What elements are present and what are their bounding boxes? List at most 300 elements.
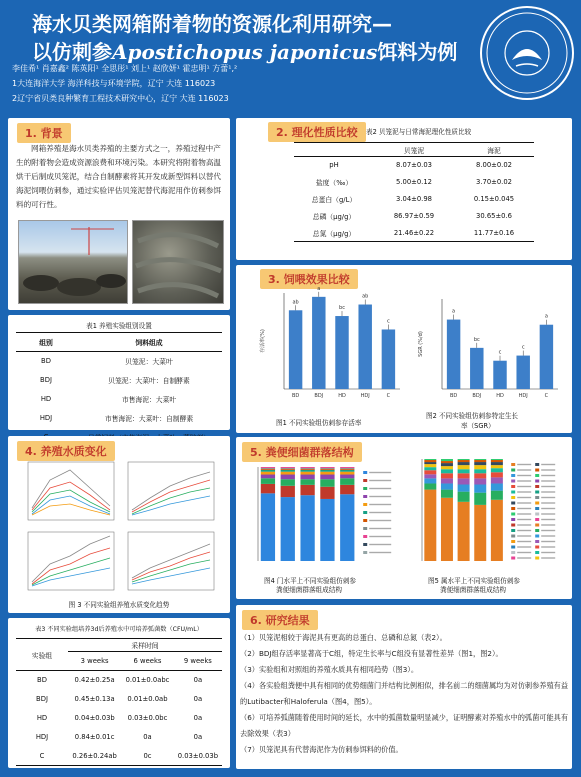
legend-label — [517, 519, 531, 520]
stacked-segment — [491, 459, 503, 460]
background-panel — [8, 118, 230, 310]
legend-label — [541, 508, 555, 509]
cell: HDJ — [39, 414, 53, 422]
category-tick-label: HD — [338, 393, 346, 399]
table-row — [16, 390, 222, 409]
category-tick-label: BD — [449, 393, 458, 399]
legend-label — [517, 469, 531, 470]
legend-swatch — [535, 463, 539, 466]
stacked-segment — [261, 484, 275, 493]
legend-label — [541, 475, 555, 476]
legend-swatch — [535, 535, 539, 538]
cell: BD — [41, 357, 51, 366]
stacked-segment — [300, 475, 314, 480]
stacked-segment — [474, 485, 486, 493]
microbe-heading: 5. 粪便细菌群落结构 — [242, 442, 362, 462]
category-tick-label: BDJ — [472, 393, 482, 399]
fig3-caption: 图 3 不同实验组养殖水质变化趋势 — [68, 601, 170, 609]
legend-label — [517, 508, 531, 509]
title-prefix: 以仿刺参 — [32, 40, 112, 64]
background-text: 网箱养殖是海水贝类养殖的主要方式之一，养殖过程中产生的附着物会造成资源浪费和环境污染。本研究将附着物高温烘干后制成贝笼泥，结合自制酵素将其开发成新型饵料以替代海泥饲喂仿刺参，通过实验评估贝笼泥替代海泥用作仿刺参饵料的可行性。 — [16, 144, 222, 209]
significance-label: c — [521, 344, 525, 351]
stacked-segment — [491, 483, 503, 490]
legend-swatch — [511, 485, 515, 488]
stacked-segment — [491, 472, 503, 477]
legend-swatch — [511, 502, 515, 505]
title-suffix: 饵料为例 — [377, 40, 458, 64]
category-tick-label: HD — [496, 393, 504, 399]
legend-swatch — [363, 495, 367, 498]
stacked-segment — [458, 460, 470, 462]
legend-label — [517, 535, 531, 536]
stacked-segment — [300, 467, 314, 468]
cell: 总蛋白（g/L） — [311, 196, 357, 204]
properties-table — [294, 142, 534, 242]
category-tick-label: HDJ — [360, 393, 370, 399]
stacked-segment — [458, 459, 470, 460]
legend-swatch — [363, 519, 367, 522]
legend-swatch — [511, 535, 515, 538]
legend-swatch — [511, 491, 515, 494]
legend-swatch — [535, 491, 539, 494]
legend-swatch — [511, 507, 515, 510]
legend-label — [541, 486, 555, 487]
cell: 0.45±0.13a — [74, 695, 115, 703]
category-tick-label: C — [544, 393, 549, 399]
stacked-segment — [474, 465, 486, 469]
legend-swatch — [511, 469, 515, 472]
stacked-segment — [474, 505, 486, 561]
stacked-segment — [441, 466, 453, 469]
table2-header: 海泥 — [454, 143, 534, 157]
bar — [289, 310, 302, 389]
category-tick-label: BD — [291, 393, 300, 399]
table-row — [294, 225, 534, 242]
stacked-segment — [474, 478, 486, 484]
poster-title-line1: 海水贝类网箱附着物的资源化利用研究— — [32, 12, 392, 36]
cell: pH — [329, 161, 339, 170]
legend-swatch — [535, 513, 539, 516]
cell: 11.77±0.16 — [454, 225, 534, 242]
legend-label — [517, 541, 531, 542]
cell: 总磷（μg/g） — [312, 213, 356, 221]
stacked-segment — [300, 479, 314, 485]
cell: HD — [36, 714, 48, 722]
table1-header: 饲料组成 — [76, 333, 222, 352]
legend-swatch — [535, 485, 539, 488]
cell: 30.65±0.6 — [476, 212, 512, 220]
cell: 0a — [193, 714, 203, 722]
cell: 盐度（‰） — [315, 179, 353, 187]
water-subplot — [28, 532, 114, 590]
table1-panel — [8, 315, 230, 430]
legend-label — [369, 528, 391, 529]
attachment-photo — [132, 220, 224, 304]
cell: 0a — [193, 695, 203, 703]
table-row — [294, 208, 534, 225]
legend-label — [541, 491, 555, 492]
fig2-caption-line2: 率（SGR） — [461, 422, 495, 430]
stacked-segment — [300, 495, 314, 561]
stacked-segment — [320, 487, 334, 499]
legend-swatch — [535, 474, 539, 477]
stacked-segment — [340, 468, 354, 469]
stacked-segment — [281, 479, 295, 486]
legend-label — [541, 464, 555, 465]
legend-label — [541, 502, 555, 503]
list-item: （4）各实验组粪便中具有相同的优势细菌门并结构比例相似，排名前二的细菌属均为对仿刺参养殖有益的Lutibacter和Haloferula（图4，图5）。 — [240, 681, 569, 706]
cell: 0.03±0.0bc — [127, 714, 168, 722]
results-heading: 6. 研究结果 — [242, 610, 318, 630]
table2-header: 贝笼泥 — [374, 143, 454, 157]
fig4-caption-line1: 图4 门水平上不同实验组仿刺参 — [264, 577, 357, 585]
legend-swatch — [511, 540, 515, 543]
stacked-segment — [441, 473, 453, 478]
legend-swatch — [511, 496, 515, 499]
y-axis-label: SGR (%/d) — [418, 331, 424, 357]
stacked-segment — [458, 485, 470, 492]
significance-label: bc — [473, 336, 480, 343]
stacked-segment — [458, 492, 470, 502]
water-quality-figure — [18, 460, 222, 594]
list-item: （2）BDJ组存活率显著高于C组，特定生长率与C组没有显著性差异（图1，图2）。 — [240, 649, 503, 658]
stacked-segment — [340, 469, 354, 470]
feeding-heading: 3. 饲喂效果比较 — [260, 269, 358, 289]
stacked-segment — [424, 467, 436, 470]
stacked-segment — [320, 475, 334, 480]
table-row — [294, 157, 534, 174]
stacked-segment — [281, 486, 295, 497]
legend-swatch — [363, 487, 367, 490]
legend-label — [541, 524, 555, 525]
group-setting-table — [16, 332, 222, 447]
stacked-segment — [281, 497, 295, 561]
properties-heading: 2. 理化性质比较 — [268, 122, 366, 142]
cell: BDJ — [36, 695, 48, 703]
legend-swatch — [363, 511, 367, 514]
cell: 0.42±0.25a — [74, 676, 115, 685]
significance-label: bc — [339, 305, 345, 312]
stacked-segment — [340, 485, 354, 494]
stacked-segment — [261, 472, 275, 475]
legend-swatch — [511, 513, 515, 516]
stacked-segment — [491, 477, 503, 483]
table3-header: 9 weeks — [174, 652, 222, 671]
category-tick-label: C — [386, 393, 391, 399]
stacked-segment — [424, 464, 436, 467]
stacked-segment — [441, 469, 453, 473]
category-tick-label: HDJ — [518, 393, 528, 399]
legend-swatch — [363, 471, 367, 474]
water-subplot — [128, 532, 214, 590]
table-row — [16, 690, 222, 709]
bar — [312, 297, 325, 389]
legend-label — [541, 497, 555, 498]
table1-caption: 表1 养殖实验组别设置 — [86, 322, 152, 330]
stacked-segment — [424, 490, 436, 561]
legend-label — [369, 488, 391, 489]
stacked-segment — [458, 469, 470, 473]
stacked-segment — [441, 490, 453, 498]
legend-label — [517, 546, 531, 547]
stacked-segment — [474, 469, 486, 473]
cell: 0a — [193, 676, 203, 685]
legend-label — [517, 552, 531, 553]
legend-swatch — [535, 496, 539, 499]
results-list — [240, 630, 570, 758]
genus-composition-chart — [408, 455, 568, 571]
significance-label: a — [317, 285, 321, 292]
legend-label — [517, 464, 531, 465]
stacked-segment — [281, 472, 295, 475]
sgr-chart — [414, 291, 564, 403]
legend-swatch — [363, 535, 367, 538]
legend-swatch — [511, 546, 515, 549]
table3-header: 实验组 — [16, 639, 68, 671]
water-subplot — [28, 462, 114, 520]
stacked-segment — [491, 465, 503, 468]
stacked-segment — [300, 485, 314, 495]
legend-label — [517, 513, 531, 514]
legend-swatch — [511, 551, 515, 554]
table1-header: 组别 — [16, 333, 76, 352]
table3-header: 采样时间 — [68, 639, 222, 652]
affiliation-1: 1大连海洋大学 海洋科技与环境学院，辽宁 大连 116023 — [12, 79, 216, 88]
stacked-segment — [340, 472, 354, 475]
stacked-segment — [458, 502, 470, 561]
legend-label — [369, 480, 391, 481]
list-item: （7）贝笼泥具有代替海泥作为仿刺参饵料的价值。 — [240, 745, 403, 754]
stacked-segment — [441, 461, 453, 463]
table3-header: 6 weeks — [121, 652, 174, 671]
legend-swatch — [511, 480, 515, 483]
cell: 贝笼泥：大菜叶 — [125, 358, 173, 367]
table2-caption: 表2 贝笼泥与日常海泥理化性质比较 — [366, 128, 472, 136]
cell: 市售海泥：大菜叶 — [121, 396, 177, 404]
stacked-segment — [458, 473, 470, 478]
stacked-segment — [441, 459, 453, 461]
stacked-segment — [474, 459, 486, 460]
table-row — [16, 371, 222, 390]
legend-label — [541, 552, 555, 553]
stacked-segment — [474, 460, 486, 462]
bar — [335, 316, 348, 389]
legend-swatch — [535, 507, 539, 510]
legend-label — [369, 520, 391, 521]
cell: 8.07±0.03 — [396, 161, 432, 170]
fig4-caption-line2: 粪便细菌群落组成结构 — [276, 586, 342, 594]
significance-label: a — [452, 308, 456, 315]
significance-label: ab — [292, 299, 299, 306]
legend-swatch — [511, 529, 515, 532]
stacked-segment — [281, 475, 295, 480]
stacked-segment — [340, 467, 354, 468]
cell: 总氮（μg/g） — [294, 225, 374, 242]
category-tick-label: BDJ — [314, 393, 324, 399]
stacked-segment — [424, 470, 436, 474]
fig5-caption-line2: 粪便细菌群落组成结构 — [440, 586, 506, 594]
legend-label — [541, 530, 555, 531]
author-list: 李佳希¹ 肖嘉鑫² 陈英阳¹ 全思彤¹ 刘上¹ 赵欣妍¹ 霍忠明¹ 方蕾¹,² — [12, 64, 238, 73]
stacked-segment — [261, 493, 275, 561]
list-item: （6）可培养弧菌随着使用时间的延长，水中的弧菌数量明显减少，证明酵素对养殖水中的弧菌可能具有去除效果（表3） — [240, 713, 569, 738]
legend-label — [541, 546, 555, 547]
fig1-caption: 图1 不同实验组仿刺参存活率 — [276, 419, 362, 427]
stacked-segment — [320, 499, 334, 561]
poster-title-line2 — [32, 36, 457, 65]
stacked-segment — [320, 472, 334, 475]
stacked-segment — [320, 469, 334, 470]
table2-header — [294, 143, 374, 157]
legend-label — [369, 552, 391, 553]
cell: BD — [37, 676, 47, 685]
bar — [358, 305, 371, 389]
background-heading: 1. 背景 — [17, 123, 71, 143]
table-row — [16, 747, 222, 766]
table-row — [16, 671, 222, 690]
cell: HD — [40, 395, 52, 403]
legend-swatch — [535, 551, 539, 554]
legend-swatch — [363, 527, 367, 530]
legend-label — [517, 480, 531, 481]
stacked-segment — [424, 474, 436, 478]
legend-swatch — [535, 529, 539, 532]
legend-swatch — [511, 518, 515, 521]
legend-label — [541, 469, 555, 470]
legend-label — [541, 541, 555, 542]
cell: 0.84±0.01c — [74, 733, 115, 741]
bar — [470, 348, 483, 389]
legend-swatch — [535, 518, 539, 521]
legend-label — [517, 557, 531, 558]
list-item: （1）贝笼泥相较于海泥具有更高的总蛋白、总磷和总氮（表2）。 — [240, 633, 447, 642]
legend-label — [369, 504, 391, 505]
stacked-segment — [441, 483, 453, 489]
legend-swatch — [363, 551, 367, 554]
table3-panel — [8, 618, 230, 768]
bar — [382, 329, 395, 389]
stacked-segment — [261, 470, 275, 472]
bar — [493, 361, 506, 389]
table-row — [16, 352, 222, 371]
stacked-segment — [458, 462, 470, 465]
significance-label: ab — [362, 293, 369, 300]
table-row — [16, 709, 222, 728]
table3-caption: 表3 不同实验组培养3d后养殖水中可培养弧菌数（CFU/mL） — [35, 626, 203, 633]
legend-label — [517, 486, 531, 487]
stacked-segment — [281, 470, 295, 472]
vibrio-count-table — [16, 638, 222, 766]
legend-label — [541, 480, 555, 481]
significance-label: c — [498, 349, 502, 356]
significance-label: a — [544, 313, 548, 320]
stacked-segment — [340, 478, 354, 485]
stacked-segment — [441, 498, 453, 561]
microbe-panel — [236, 437, 572, 599]
stacked-segment — [300, 472, 314, 475]
cell: 0.26±0.24ab — [68, 747, 121, 766]
cell: 0.01±0.0abc — [125, 676, 170, 685]
survival-rate-chart — [256, 285, 406, 403]
cell: 3.04±0.98 — [396, 195, 432, 203]
stacked-segment — [320, 468, 334, 469]
farm-photo — [18, 220, 128, 304]
stacked-segment — [281, 467, 295, 468]
legend-label — [541, 557, 555, 558]
stacked-segment — [474, 473, 486, 478]
stacked-segment — [300, 470, 314, 472]
stacked-segment — [441, 463, 453, 466]
legend-label — [517, 497, 531, 498]
significance-label: c — [387, 318, 390, 325]
stacked-segment — [474, 493, 486, 505]
stacked-segment — [424, 483, 436, 489]
water-subplot — [128, 462, 214, 520]
stacked-segment — [424, 478, 436, 483]
stacked-segment — [261, 469, 275, 470]
stacked-segment — [261, 468, 275, 469]
legend-label — [517, 475, 531, 476]
list-item: （3）实验组和对照组的养殖水质具有相同趋势（图3）。 — [240, 665, 419, 674]
affiliation-2: 2辽宁省贝类良种繁育工程技术研究中心，辽宁 大连 116023 — [12, 94, 229, 103]
legend-swatch — [535, 546, 539, 549]
cell: 3.70±0.02 — [476, 178, 512, 186]
cell: 0a — [143, 733, 152, 741]
university-logo — [480, 6, 574, 100]
stacked-segment — [424, 460, 436, 462]
stacked-segment — [320, 479, 334, 487]
stacked-segment — [424, 459, 436, 460]
stacked-segment — [474, 462, 486, 465]
stacked-segment — [491, 460, 503, 462]
cell: 21.46±0.22 — [374, 225, 454, 242]
properties-panel — [236, 118, 572, 260]
stacked-segment — [300, 469, 314, 470]
cell: 贝笼泥：大菜叶：自制酵素 — [108, 377, 190, 385]
legend-swatch — [535, 524, 539, 527]
stacked-segment — [261, 478, 275, 484]
legend-label — [369, 496, 391, 497]
legend-swatch — [363, 503, 367, 506]
stacked-segment — [491, 468, 503, 472]
table-row — [16, 728, 222, 747]
stacked-segment — [491, 491, 503, 500]
stacked-segment — [441, 478, 453, 483]
legend-label — [369, 544, 391, 545]
legend-label — [369, 472, 391, 473]
legend-label — [541, 513, 555, 514]
stacked-segment — [281, 468, 295, 469]
y-axis-label: 存活率(%) — [260, 329, 266, 353]
water-quality-panel — [8, 436, 230, 613]
stacked-segment — [320, 470, 334, 472]
legend-swatch — [511, 557, 515, 560]
stacked-segment — [281, 469, 295, 470]
bar — [540, 325, 553, 389]
stacked-segment — [458, 465, 470, 469]
stacked-segment — [340, 494, 354, 561]
cell: 8.00±0.02 — [476, 161, 512, 170]
table-row — [294, 191, 534, 208]
cell: HDJ — [35, 733, 49, 741]
legend-swatch — [535, 469, 539, 472]
cell: 0.04±0.03b — [74, 714, 115, 722]
legend-swatch — [511, 474, 515, 477]
cell: C — [16, 747, 68, 766]
legend-label — [517, 524, 531, 525]
bar — [447, 320, 460, 389]
phylum-composition-chart — [244, 463, 404, 571]
